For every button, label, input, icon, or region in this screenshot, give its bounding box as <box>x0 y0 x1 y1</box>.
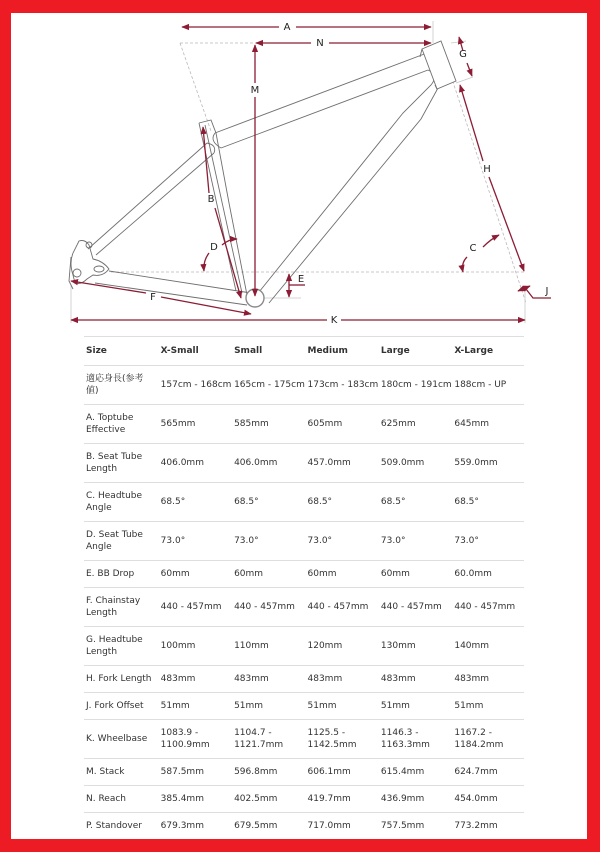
table-cell: 51mm <box>232 693 305 720</box>
table-cell: 679.3mm <box>159 813 232 840</box>
rear-axle <box>73 269 81 277</box>
frame-geometry-diagram <box>11 13 587 333</box>
label-b: B <box>207 194 215 205</box>
row-label: J. Fork Offset <box>84 693 159 720</box>
chain-stay-upper <box>109 271 251 293</box>
label-h: H <box>483 164 491 175</box>
content-panel <box>11 13 587 839</box>
dim-f-left <box>71 281 146 293</box>
table-cell: 173cm - 183cm <box>306 366 379 405</box>
table-cell: 180cm - 191cm <box>379 366 452 405</box>
table-cell: 51mm <box>379 693 452 720</box>
header-x-small: X-Small <box>159 337 232 366</box>
table-cell: 406.0mm <box>159 444 232 483</box>
table-cell: 120mm <box>306 627 379 666</box>
table-cell: 585mm <box>232 405 305 444</box>
label-a: A <box>283 22 291 33</box>
table-row <box>84 588 524 627</box>
dim-f-right <box>161 297 251 314</box>
dim-j <box>518 286 530 291</box>
table-cell: 68.5° <box>452 483 524 522</box>
label-c: C <box>469 243 477 254</box>
table-cell: 100mm <box>159 627 232 666</box>
label-e: E <box>297 274 305 285</box>
dropout-slot <box>94 266 104 272</box>
table-cell: 625mm <box>379 405 452 444</box>
guide-g-top <box>451 41 466 43</box>
table-cell: 454.0mm <box>452 786 524 813</box>
seat-stay-lower <box>96 153 214 255</box>
row-label: A. Toptube Effective <box>84 405 159 444</box>
header-x-large: X-Large <box>452 337 524 366</box>
top-tube-lower <box>221 70 428 148</box>
row-label: M. Stack <box>84 759 159 786</box>
dim-h-top <box>460 85 483 161</box>
table-cell: 68.5° <box>306 483 379 522</box>
table-body <box>84 366 524 840</box>
row-label: C. Headtube Angle <box>84 483 159 522</box>
header-size: Size <box>84 337 159 366</box>
table-row <box>84 813 524 840</box>
table-cell: 483mm <box>306 666 379 693</box>
label-g: G <box>459 49 467 60</box>
table-cell: 757.5mm <box>379 813 452 840</box>
label-k: K <box>330 315 338 326</box>
label-j: J <box>545 286 549 297</box>
dim-g-bottom <box>467 63 472 76</box>
head-tube <box>422 41 456 89</box>
top-tube-upper <box>215 53 427 133</box>
dim-c-arc-bottom <box>463 257 468 272</box>
table-cell: 440 - 457mm <box>379 588 452 627</box>
geometry-table <box>84 336 524 839</box>
table-cell: 483mm <box>232 666 305 693</box>
table-row <box>84 561 524 588</box>
header-small: Small <box>232 337 305 366</box>
row-label: D. Seat Tube Angle <box>84 522 159 561</box>
table-cell: 157cm - 168cm <box>159 366 232 405</box>
table-row <box>84 759 524 786</box>
table-cell: 483mm <box>159 666 232 693</box>
dim-b-bottom <box>215 208 241 298</box>
guide-seat-extension <box>180 43 211 131</box>
table-cell: 188cm - UP <box>452 366 524 405</box>
dim-d-arc-bottom <box>204 253 209 271</box>
table-row <box>84 522 524 561</box>
table-cell: 60mm <box>232 561 305 588</box>
table-cell: 457.0mm <box>306 444 379 483</box>
table-cell: 565mm <box>159 405 232 444</box>
table-row <box>84 405 524 444</box>
row-label: K. Wheelbase <box>84 720 159 759</box>
table-row <box>84 693 524 720</box>
table-cell: 51mm <box>452 693 524 720</box>
label-m: M <box>250 85 260 96</box>
table-cell: 509.0mm <box>379 444 452 483</box>
table-cell: 440 - 457mm <box>452 588 524 627</box>
table-cell: 483mm <box>379 666 452 693</box>
table-cell: 165cm - 175cm <box>232 366 305 405</box>
table-row <box>84 627 524 666</box>
table-cell: 679.5mm <box>232 813 305 840</box>
table-cell: 483mm <box>452 666 524 693</box>
row-label: B. Seat Tube Length <box>84 444 159 483</box>
table-cell: 60mm <box>159 561 232 588</box>
dimension-lines <box>71 22 551 326</box>
row-label: G. Headtube Length <box>84 627 159 666</box>
table-cell: 440 - 457mm <box>306 588 379 627</box>
table-cell: 440 - 457mm <box>159 588 232 627</box>
table-cell: 436.9mm <box>379 786 452 813</box>
label-d: D <box>210 242 218 253</box>
table-cell: 130mm <box>379 627 452 666</box>
row-label: P. Standover <box>84 813 159 840</box>
table-cell: 773.2mm <box>452 813 524 840</box>
row-label: N. Reach <box>84 786 159 813</box>
guide-g-bottom <box>456 77 473 83</box>
table-header-row <box>84 337 524 366</box>
table-cell: 587.5mm <box>159 759 232 786</box>
table-cell: 60mm <box>306 561 379 588</box>
row-label: H. Fork Length <box>84 666 159 693</box>
table-cell: 60mm <box>379 561 452 588</box>
table-cell: 68.5° <box>379 483 452 522</box>
table-cell: 68.5° <box>232 483 305 522</box>
table-cell: 73.0° <box>232 522 305 561</box>
table-cell: 73.0° <box>159 522 232 561</box>
row-label: 適応身長(参考値) <box>84 366 159 405</box>
table-cell: 717.0mm <box>306 813 379 840</box>
table-cell: 1167.2 - 1184.2mm <box>452 720 524 759</box>
table-cell: 73.0° <box>379 522 452 561</box>
table-cell: 51mm <box>306 693 379 720</box>
table-row <box>84 444 524 483</box>
diagram-svg <box>11 13 587 333</box>
table-cell: 645mm <box>452 405 524 444</box>
table-cell: 406.0mm <box>232 444 305 483</box>
table-cell: 68.5° <box>159 483 232 522</box>
row-label: E. BB Drop <box>84 561 159 588</box>
table-row <box>84 483 524 522</box>
seat-stay-upper <box>88 143 207 249</box>
table-cell: 1125.5 - 1142.5mm <box>306 720 379 759</box>
dim-c-arc-top <box>483 235 499 247</box>
table-cell: 385.4mm <box>159 786 232 813</box>
table-cell: 402.5mm <box>232 786 305 813</box>
table-cell: 1083.9 - 1100.9mm <box>159 720 232 759</box>
table-row <box>84 720 524 759</box>
table-row <box>84 666 524 693</box>
table-cell: 140mm <box>452 627 524 666</box>
table-cell: 606.1mm <box>306 759 379 786</box>
header-large: Large <box>379 337 452 366</box>
table-cell: 596.8mm <box>232 759 305 786</box>
table-cell: 440 - 457mm <box>232 588 305 627</box>
table-cell: 110mm <box>232 627 305 666</box>
table-cell: 605mm <box>306 405 379 444</box>
table-cell: 1104.7 - 1121.7mm <box>232 720 305 759</box>
table-cell: 73.0° <box>452 522 524 561</box>
table-cell: 559.0mm <box>452 444 524 483</box>
dim-b-top <box>203 127 209 193</box>
head-tube-cap-top <box>420 49 422 57</box>
label-f: F <box>150 292 156 303</box>
row-label: F. Chainstay Length <box>84 588 159 627</box>
seat-tube-inner <box>205 125 242 293</box>
table-cell: 419.7mm <box>306 786 379 813</box>
table-cell: 624.7mm <box>452 759 524 786</box>
down-tube-upper <box>255 70 434 297</box>
table-row <box>84 786 524 813</box>
table-cell: 615.4mm <box>379 759 452 786</box>
table-cell: 60.0mm <box>452 561 524 588</box>
table-cell: 1146.3 - 1163.3mm <box>379 720 452 759</box>
chain-stay-lower <box>95 283 247 305</box>
table-row <box>84 366 524 405</box>
table-cell: 73.0° <box>306 522 379 561</box>
label-n: N <box>316 38 324 49</box>
dim-h-bottom <box>489 177 524 271</box>
header-medium: Medium <box>306 337 379 366</box>
bike-frame <box>69 41 456 307</box>
table-cell: 51mm <box>159 693 232 720</box>
